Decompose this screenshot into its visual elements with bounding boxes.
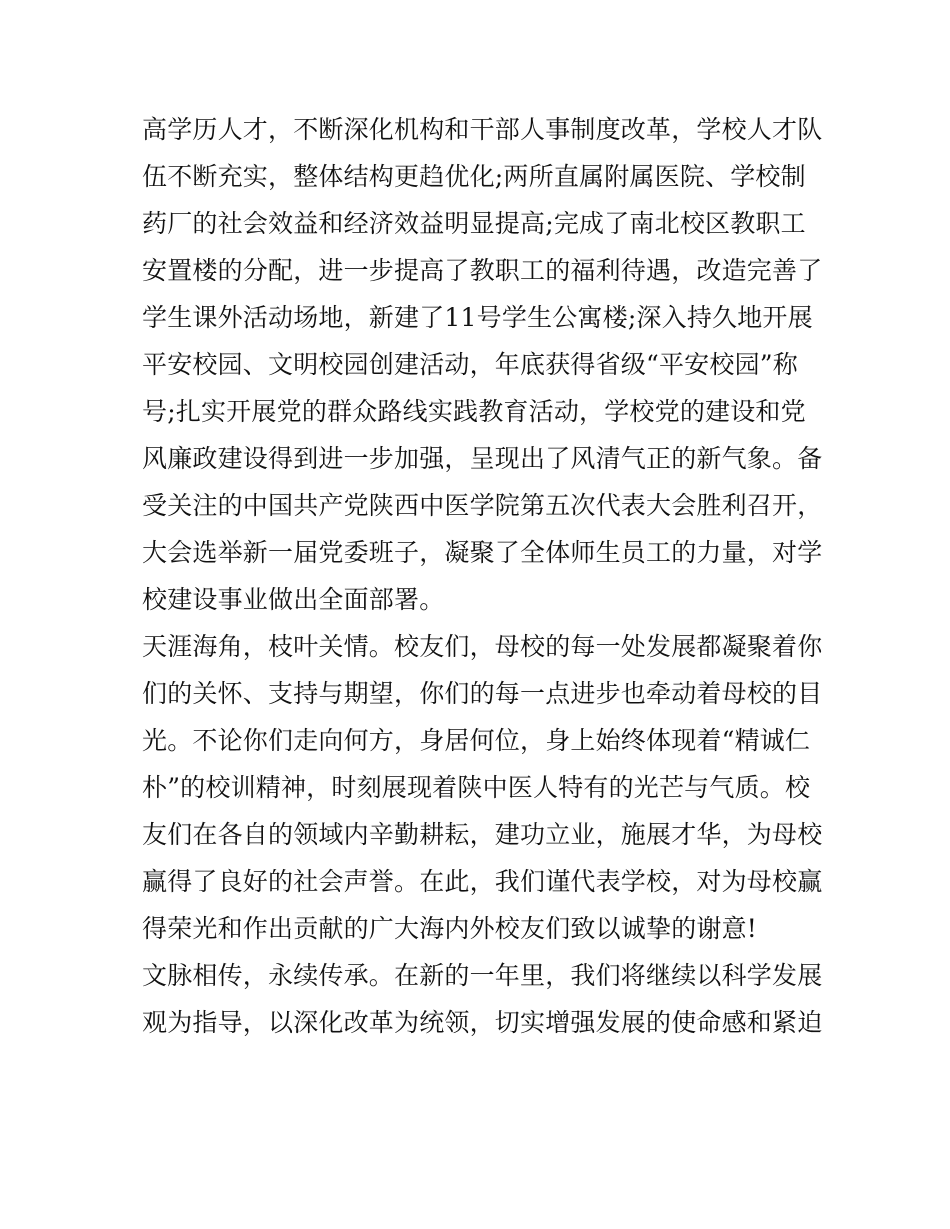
text-line: 友们在各自的领域内辛勤耕耘，建功立业，施展才华，为母校	[142, 820, 823, 849]
text-line: 文脉相传，永续传承。在新的一年里，我们将继续以科学发展	[142, 961, 823, 990]
text-line: 伍不断充实，整体结构更趋优化;两所直属附属医院、学校制	[142, 162, 806, 191]
text-line: 观为指导，以深化改革为统领，切实增强发展的使命感和紧迫	[142, 1008, 823, 1037]
text-line: 学生课外活动场地，新建了11号学生公寓楼;深入持久地开展	[142, 303, 813, 332]
text-line: 安置楼的分配，进一步提高了教职工的福利待遇，改造完善了	[142, 256, 823, 285]
text-line: 高学历人才，不断深化机构和干部人事制度改革，学校人才队	[142, 115, 823, 144]
paragraph-achievements	[142, 106, 822, 623]
paragraph-alumni	[142, 623, 822, 952]
text-line: 朴”的校训精神，时刻展现着陕中医人特有的光芒与气质。校	[142, 773, 811, 802]
text-line: 平安校园、文明校园创建活动，年底获得省级“平安校园”称	[142, 350, 798, 379]
document-body	[142, 106, 822, 1046]
text-line: 号;扎实开展党的群众路线实践教育活动，学校党的建设和党	[142, 397, 806, 426]
paragraph-heritage	[142, 952, 822, 1046]
text-line: 们的关怀、支持与期望，你们的每一点进步也牵动着母校的目	[142, 679, 823, 708]
text-line: 天涯海角，枝叶关情。校友们，母校的每一处发展都凝聚着你	[142, 632, 823, 661]
text-line: 校建设事业做出全面部署。	[142, 585, 445, 614]
text-line: 大会选举新一届党委班子，凝聚了全体师生员工的力量，对学	[142, 538, 823, 567]
text-line: 光。不论你们走向何方，身居何位，身上始终体现着“精诚仁	[142, 726, 811, 755]
text-line: 风廉政建设得到进一步加强，呈现出了风清气正的新气象。备	[142, 444, 823, 473]
text-line: 受关注的中国共产党陕西中医学院第五次代表大会胜利召开，	[142, 491, 823, 520]
text-line: 得荣光和作出贡献的广大海内外校友们致以诚挚的谢意!	[142, 914, 758, 943]
text-line: 药厂的社会效益和经济效益明显提高;完成了南北校区教职工	[142, 209, 806, 238]
text-line: 赢得了良好的社会声誉。在此，我们谨代表学校，对为母校赢	[142, 867, 823, 896]
